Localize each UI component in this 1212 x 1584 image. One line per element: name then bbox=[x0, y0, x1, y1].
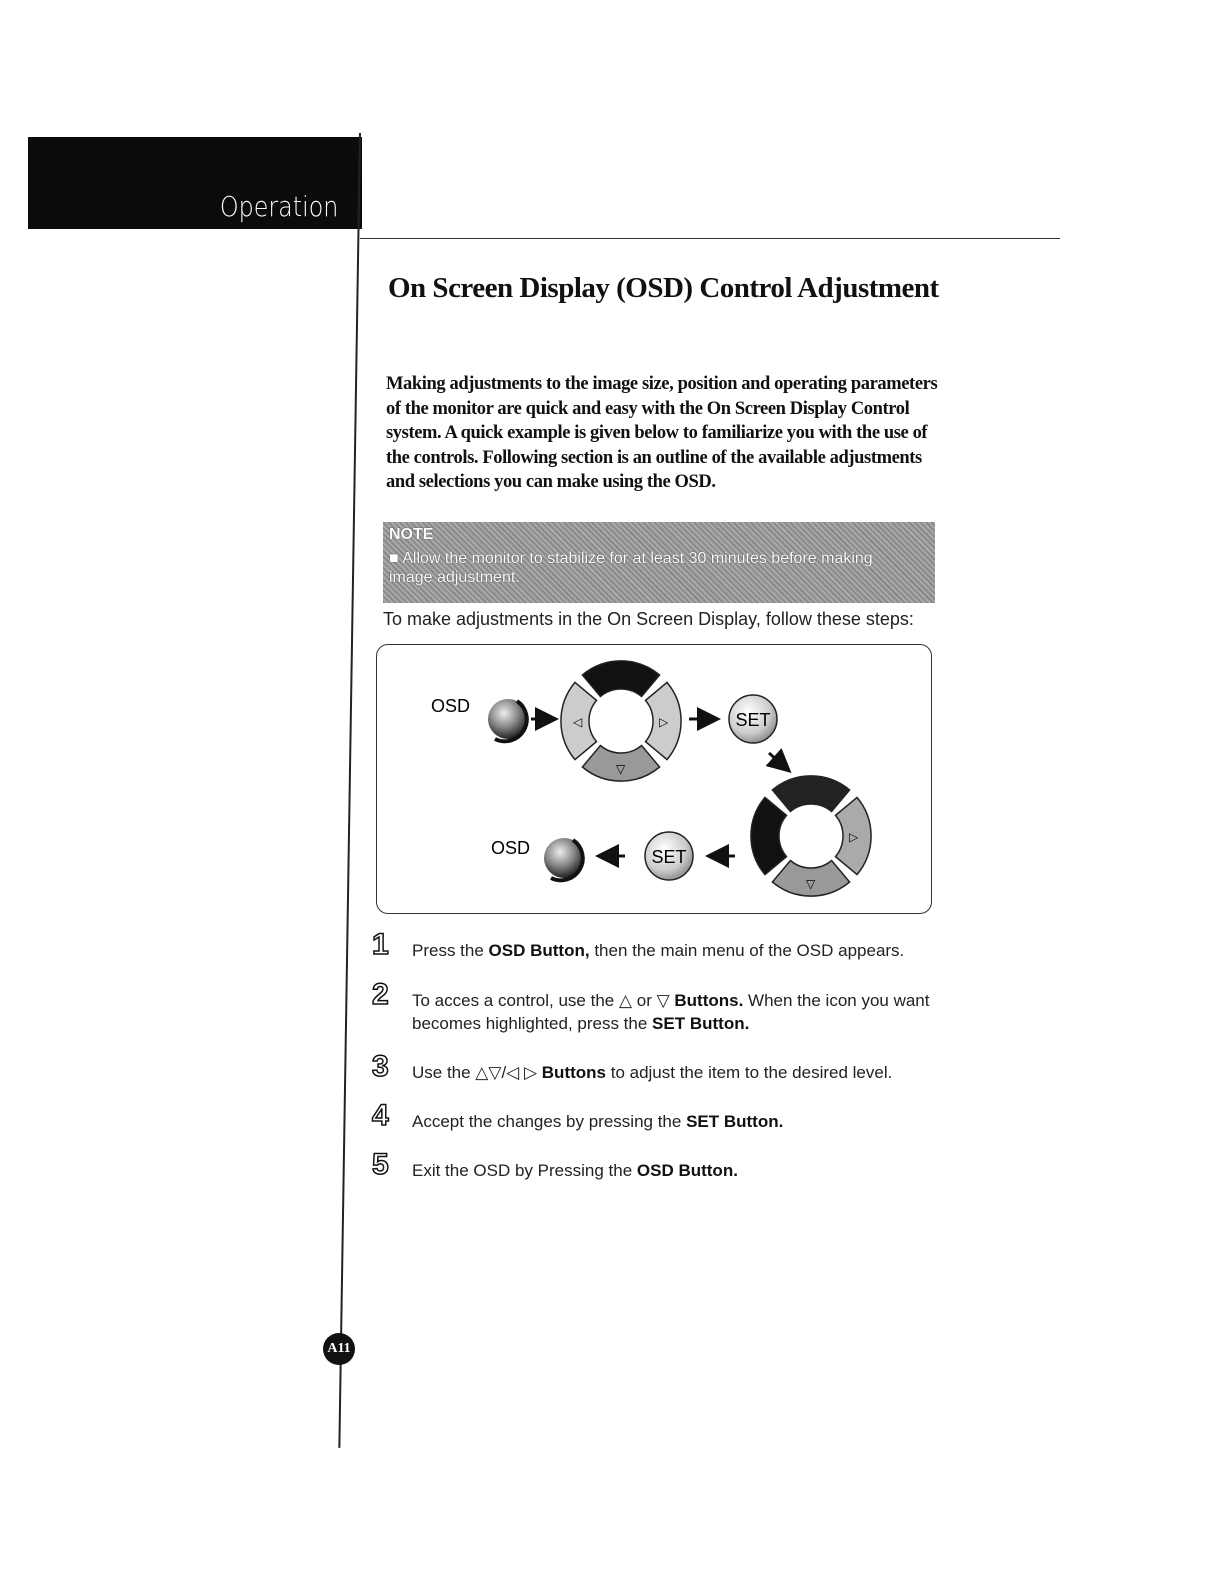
step-text: Use the △▽/◁ ▷ bbox=[412, 1063, 542, 1082]
step-emphasis: SET Button. bbox=[686, 1112, 784, 1131]
section-header bbox=[28, 137, 362, 229]
step-emphasis: SET Button. bbox=[652, 1014, 750, 1033]
step-text: When the icon you want becomes highlighted, press the bbox=[412, 991, 930, 1033]
osd-button-icon bbox=[544, 838, 584, 880]
set-label: SET bbox=[735, 710, 771, 730]
step-number: 1 bbox=[372, 928, 389, 961]
intro-paragraph: Making adjustments to the image size, position and operating parameters of the monitor are quick and easy with the On Screen Display Control system. A quick example is given below to familiarize you with the use of the controls. Following section is an outline of the available adjustments and selections you can make using the OSD. bbox=[386, 374, 938, 492]
step-emphasis: OSD Button, bbox=[488, 941, 590, 960]
set-button-icon bbox=[729, 695, 777, 743]
svg-text:▷: ▷ bbox=[659, 715, 669, 729]
step-number: 4 bbox=[372, 1099, 389, 1132]
dpad-icon bbox=[751, 776, 871, 896]
step-number: 2 bbox=[372, 978, 389, 1011]
dpad-icon bbox=[561, 661, 681, 781]
svg-text:▽: ▽ bbox=[616, 762, 626, 776]
step-emphasis: Buttons. bbox=[674, 991, 744, 1010]
svg-text:▽: ▽ bbox=[806, 877, 816, 891]
osd-label: OSD bbox=[491, 838, 531, 858]
arrow-icon bbox=[769, 753, 787, 769]
svg-text:◁: ◁ bbox=[573, 715, 583, 729]
step-number: 3 bbox=[372, 1050, 389, 1083]
step-text: to adjust the item to the desired level. bbox=[606, 1063, 893, 1082]
page-title: On Screen Display (OSD) Control Adjustment bbox=[388, 272, 939, 304]
step-text: Accept the changes by pressing the bbox=[412, 1112, 687, 1131]
steps-lead: To make adjustments in the On Screen Display, follow these steps: bbox=[383, 609, 914, 629]
step-number: 5 bbox=[372, 1148, 389, 1181]
osd-label: OSD bbox=[431, 696, 471, 716]
step-emphasis: Buttons bbox=[541, 1063, 606, 1082]
note-box bbox=[383, 522, 935, 603]
note-label: NOTE bbox=[389, 526, 434, 543]
set-button-icon bbox=[645, 832, 693, 880]
step-text: To acces a control, use the △ or ▽ bbox=[412, 991, 675, 1010]
svg-text:▷: ▷ bbox=[849, 830, 859, 844]
osd-diagram bbox=[376, 644, 932, 914]
page-number-badge: A11 bbox=[323, 1333, 355, 1365]
osd-button-icon bbox=[488, 699, 528, 741]
step-text: Press the bbox=[412, 941, 489, 960]
note-text: ■ Allow the monitor to stabilize for at least 30 minutes before making image adjustment. bbox=[389, 550, 873, 586]
section-title: Operation bbox=[219, 190, 338, 223]
set-label: SET bbox=[651, 847, 687, 867]
step-text: then the main menu of the OSD appears. bbox=[589, 941, 905, 960]
step-text: Exit the OSD by Pressing the bbox=[412, 1161, 637, 1180]
step-emphasis: OSD Button. bbox=[636, 1161, 738, 1180]
margin-rule bbox=[338, 133, 361, 1448]
header-rule bbox=[360, 238, 1060, 239]
